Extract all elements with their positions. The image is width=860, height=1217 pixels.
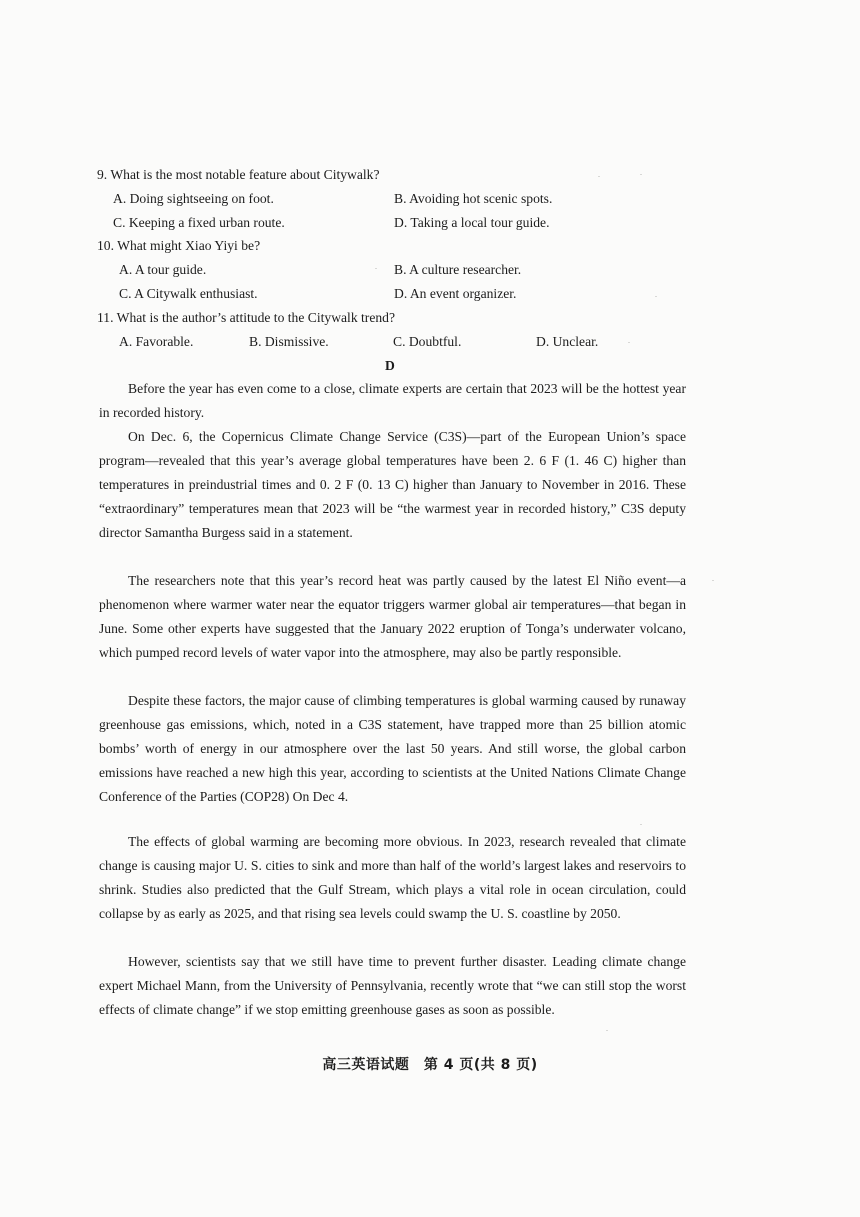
question-10-option-b: B. A culture researcher. [394,262,522,277]
passage-paragraph-6: However, scientists say that we still have time to prevent further disaster. Leading climate change expert Michael Mann, from the University of Pennsylvania, recently wrote that “we can still stop the worst effects of climate change” if we stop emitting greenhouse gases as soon as possible. [99,954,686,1017]
question-11-stem: 11. What is the author’s attitude to the Citywalk trend? [97,310,395,325]
question-11-option-d: D. Unclear. [536,334,599,349]
scan-speck [606,1030,608,1031]
passage-paragraph-1: Before the year has even come to a close, climate experts are certain that 2023 will be the hottest year in recorded history. [99,381,686,420]
scan-speck [598,176,600,177]
question-10-option-a: A. A tour guide. [119,262,207,277]
passage-paragraph-4: Despite these factors, the major cause of climbing temperatures is global warming caused by runaway greenhouse gas emissions, which, noted in a C3S statement, have trapped more than 25 billion atomic bombs’ worth of energy in our atmosphere over the last 50 years. And still worse, the global carbon emissions have reached a new high this year, according to scientists at the United Nations Climate Change Conference of the Parties (COP28) On Dec 4. [99,693,686,804]
question-11-option-a: A. Favorable. [119,334,194,349]
scan-speck [375,268,377,269]
page-footer: 高三英语试题 第 4 页(共 8 页) [322,1057,538,1073]
passage-paragraph-5: The effects of global warming are becoming more obvious. In 2023, research revealed that climate change is causing major U. S. cities to sink and more than half of the world’s largest lakes and reservoirs to shrink. Studies also predicted that the Gulf Stream, which plays a vital role in ocean circulation, could collapse by as early as 2025, and that rising sea levels could swamp the U. S. coastline by 2050. [99,834,686,921]
question-10-stem: 10. What might Xiao Yiyi be? [97,238,261,253]
question-10-option-d: D. An event organizer. [394,286,517,301]
section-letter: D [385,358,395,373]
question-9-option-a: A. Doing sightseeing on foot. [113,191,274,206]
question-11-option-c: C. Doubtful. [393,334,462,349]
question-9-option-c: C. Keeping a fixed urban route. [113,215,285,230]
scan-speck [712,580,714,581]
question-11-option-b: B. Dismissive. [249,334,329,349]
passage-paragraph-3: The researchers note that this year’s record heat was partly caused by the latest El Niño event—a phenomenon where warmer water near the equator triggers warmer global air temperatures—that began in June. Some other experts have suggested that the January 2022 eruption of Tonga’s underwater volcano, which pumped record levels of water vapor into the atmosphere, may also be partly responsible. [99,573,686,660]
question-9-option-d: D. Taking a local tour guide. [394,215,550,230]
passage-paragraph-2: On Dec. 6, the Copernicus Climate Change Service (C3S)—part of the European Union’s space program—revealed that this year’s average global temperatures have been 2. 6 F (1. 46 C) higher than temperatures in preindustrial times and 0. 2 F (0. 13 C) higher than January to November in 2016. These “extraordinary” temperatures mean that 2023 will be “the warmest year in recorded history,” C3S deputy director Samantha Burgess said in a statement. [99,429,686,540]
question-9-option-b: B. Avoiding hot scenic spots. [394,191,553,206]
scan-speck [655,296,657,297]
question-10-option-c: C. A Citywalk enthusiast. [119,286,258,301]
question-9-stem: 9. What is the most notable feature about Citywalk? [97,167,380,182]
scan-speck [640,824,642,825]
scan-speck [628,342,630,343]
scan-speck [640,174,642,175]
